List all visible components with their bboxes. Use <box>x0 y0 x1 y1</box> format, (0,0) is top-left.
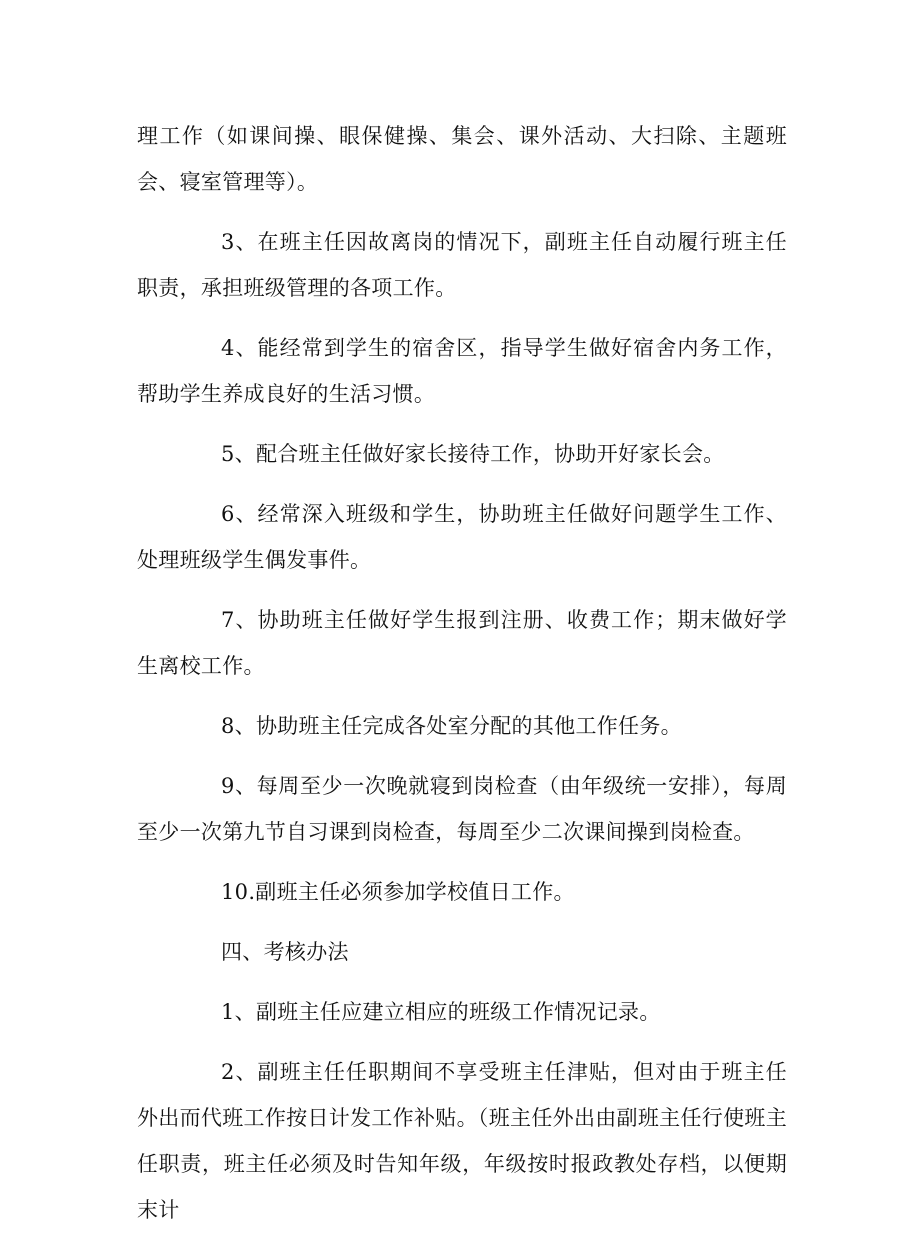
paragraph-2: 3、在班主任因故离岗的情况下，副班主任自动履行班主任职责，承担班级管理的各项工作。 <box>137 230 787 300</box>
paragraph-5: 6、经常深入班级和学生，协助班主任做好问题学生工作、处理班级学生偶发事件。 <box>137 502 787 572</box>
paragraph-3: 4、能经常到学生的宿舍区，指导学生做好宿舍内务工作，帮助学生养成良好的生活习惯。 <box>137 336 787 406</box>
paragraph-4: 5、配合班主任做好家长接待工作，协助开好家长会。 <box>221 442 725 466</box>
paragraph-1: 理工作（如课间操、眼保健操、集会、课外活动、大扫除、主题班会、寝室管理等）。 <box>137 124 787 194</box>
paragraph-7: 8、协助班主任完成各处室分配的其他工作任务。 <box>221 714 682 738</box>
section-heading: 四、考核办法 <box>221 940 349 964</box>
paragraph-11: 2、副班主任任职期间不享受班主任津贴，但对由于班主任外出而代班工作按日计发工作补贴。（班主任外出由副班主任行使班主任职责，班主任必须及时告知年级，年级按时报政教处存档，以便期末计 <box>137 1060 787 1222</box>
paragraph-8: 9、每周至少一次晚就寝到岗检查（由年级统一安排），每周至少一次第九节自习课到岗检查，每周至少二次课间操到岗检查。 <box>137 774 787 844</box>
paragraph-6: 7、协助班主任做好学生报到注册、收费工作；期末做好学生离校工作。 <box>137 608 787 678</box>
paragraph-9: 10.副班主任必须参加学校值日工作。 <box>221 880 575 904</box>
document-body <box>137 113 787 1247</box>
paragraph-10: 1、副班主任应建立相应的班级工作情况记录。 <box>221 1000 661 1024</box>
